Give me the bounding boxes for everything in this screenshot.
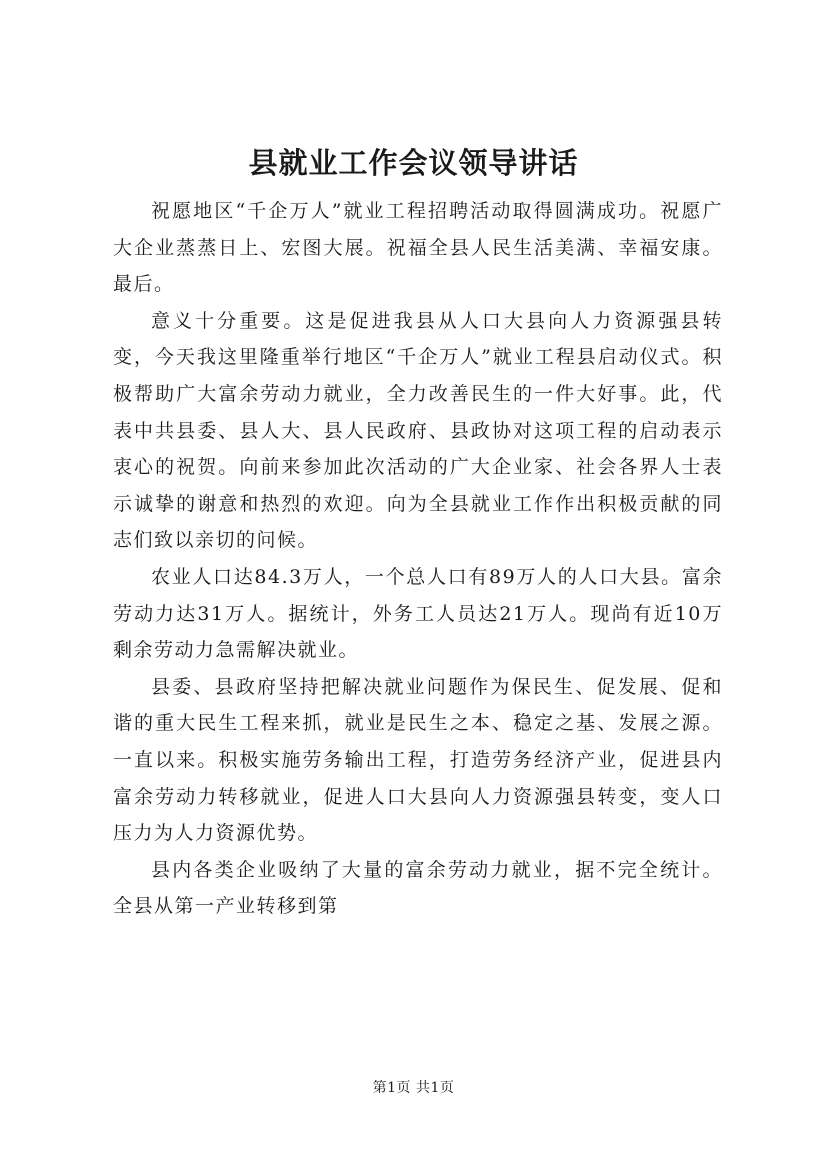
page-number-footer: 第1页 共1页 (372, 1080, 455, 1096)
paragraph: 农业人口达84.3万人，一个总人口有89万人的人口大县。富余劳动力达31万人。据统计，外务工人员达21万人。现尚有近10万剩余劳动力急需解决就业。 (113, 565, 723, 662)
paragraph: 意义十分重要。这是促进我县从人口大县向人力资源强县转变，今天我这里隆重举行地区“千企万人”就业工程县启动仪式。积极帮助广大富余劳动力就业，全力改善民生的一件大好事。此，代表中共县委、县人大、县人民政府、县政协对这项工程的启动表示衷心的祝贺。向前来参加此次活动的广大企业家、社会各界人士表示诚挚的谢意和热烈的欢迎。向为全县就业工作作出积极贡献的同志们致以亲切的问候。 (113, 309, 723, 552)
paragraph: 县内各类企业吸纳了大量的富余劳动力就业，据不完全统计。全县从第一产业转移到第 (113, 858, 723, 918)
paragraph: 县委、县政府坚持把解决就业问题作为保民生、促发展、促和谐的重大民生工程来抓，就业是民生之本、稳定之基、发展之源。一直以来。积极实施劳务输出工程，打造劳务经济产业，促进县内富余劳动力转移就业，促进人口大县向人力资源强县转变，变人口压力为人力资源优势。 (113, 675, 723, 845)
document-title: 县就业工作会议领导讲话 (248, 146, 579, 180)
document-body (113, 193, 723, 925)
paragraph: 祝愿地区“千企万人”就业工程招聘活动取得圆满成功。祝愿广大企业蒸蒸日上、宏图大展。祝福全县人民生活美满、幸福安康。最后。 (113, 200, 723, 296)
